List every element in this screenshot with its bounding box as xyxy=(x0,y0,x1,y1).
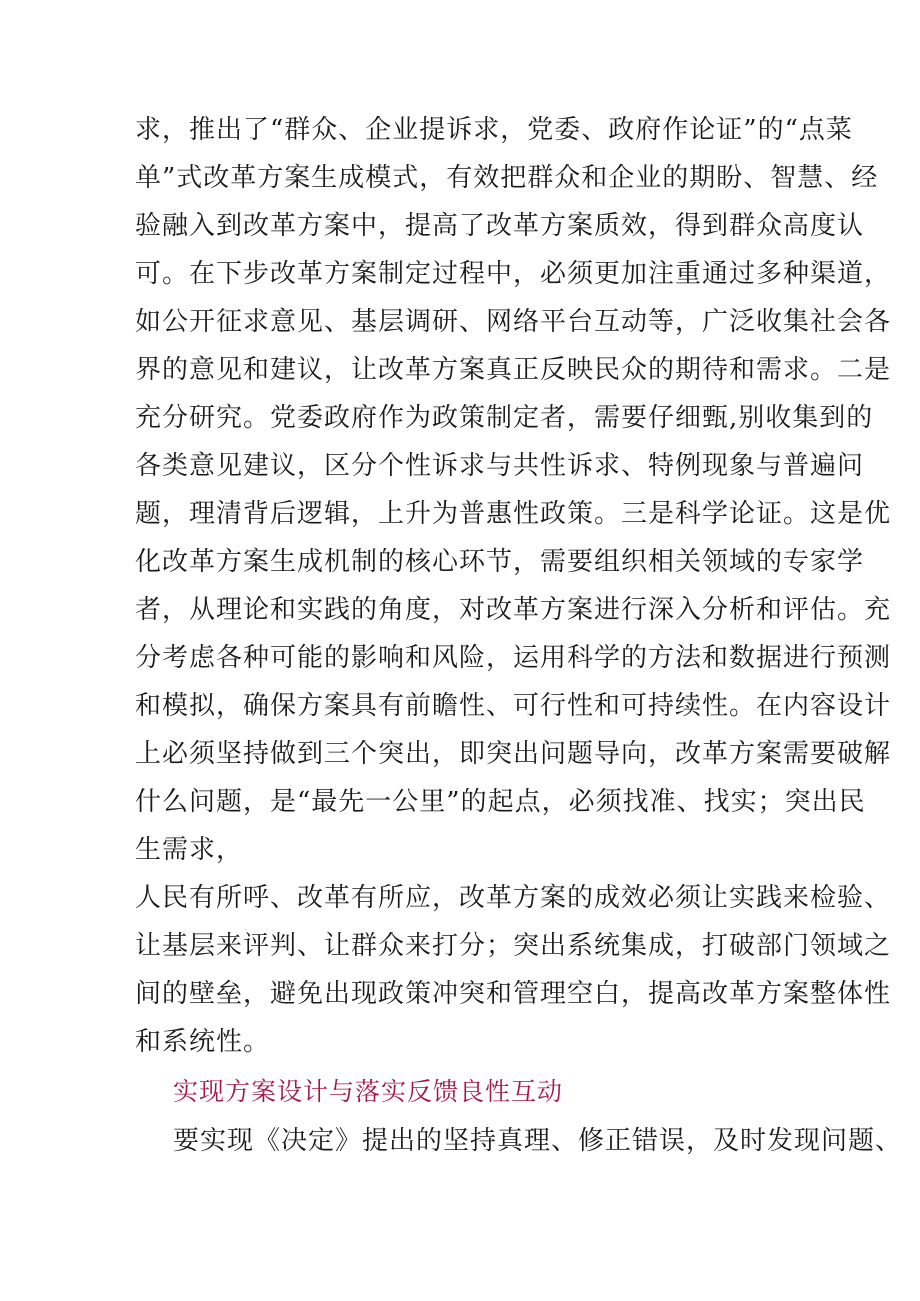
text-line: 题，理清背后逻辑，上升为普惠性政策。三是科学论证。这是优 xyxy=(135,499,892,529)
text-line: 化改革方案生成机制的核心环节，需要组织相关领域的专家学 xyxy=(135,547,865,577)
text-line: 什么问题，是“最先一公里”的起点，必须找准、找实；突出民 xyxy=(135,787,866,817)
text-line: 各类意见建议，区分个性诉求与共性诉求、特例现象与普遍问 xyxy=(135,451,865,481)
text-line: 界的意见和建议，让改革方案真正反映民众的期待和需求。二是 xyxy=(135,355,892,385)
text-line: 让基层来评判、让群众来打分；突出系统集成，打破部门领域之 xyxy=(135,931,892,961)
text-line: 和系统性。 xyxy=(135,1027,271,1057)
text-line: 分考虑各种可能的影响和风险，运用科学的方法和数据进行预测 xyxy=(135,643,892,673)
text-line: 如公开征求意见、基层调研、网络平台互动等，广泛收集社会各 xyxy=(135,307,892,337)
text-line: 求，推出了“群众、企业提诉求，党委、政府作论证”的“点菜 xyxy=(135,115,853,145)
text-line: 充分研究。党委政府作为政策制定者，需要仔细甄,别收集到的 xyxy=(135,403,874,433)
text-line: 间的壁垒，避免出现政策冲突和管理空白，提高改革方案整体性 xyxy=(135,979,892,1009)
text-line: 人民有所呼、改革有所应，改革方案的成效必须让实践来检验、 xyxy=(135,883,892,913)
text-line: 和模拟，确保方案具有前瞻性、可行性和可持续性。在内容设计 xyxy=(135,691,892,721)
text-line: 验融入到改革方案中，提高了改革方案质效，得到群众高度认 xyxy=(135,211,865,241)
text-line: 可。在下步改革方案制定过程中，必须更加注重通过多种渠道， xyxy=(135,259,892,289)
section-heading: 实现方案设计与落实反馈良性互动 xyxy=(173,1077,564,1106)
text-line: 上必须坚持做到三个突出，即突出问题导向，改革方案需要破解 xyxy=(135,739,892,769)
text-line: 要实现《决定》提出的坚持真理、修正错误，及时发现问题、 xyxy=(173,1126,903,1156)
text-line: 者，从理论和实践的角度，对改革方案进行深入分析和评估。充 xyxy=(135,595,892,625)
text-line: 单”式改革方案生成模式，有效把群众和企业的期盼、智慧、经 xyxy=(135,163,879,193)
text-line: 生需求， xyxy=(135,835,244,865)
